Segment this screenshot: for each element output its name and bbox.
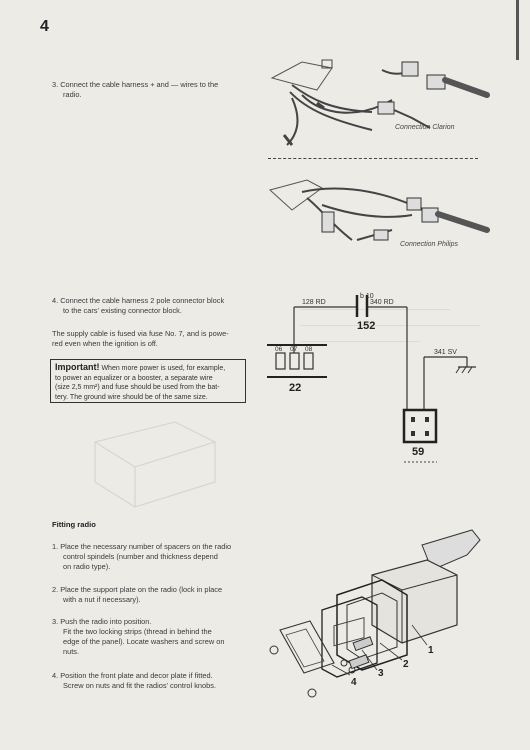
step4-instruction: 4. Connect the cable harness 2 pole connector block to the cars' existing connector block. xyxy=(52,296,225,315)
fitting-step-2: 2. Place the support plate on the radio (lock in place with a nut if necessary). xyxy=(52,585,223,604)
label-connection-philips: Connection Philips xyxy=(400,241,458,248)
fuse-info: The supply cable is fused via fuse No. 7, and is powe- red even when the ignition is off. xyxy=(52,329,229,348)
connector-number: 152 xyxy=(357,320,376,332)
callout-3: 3 xyxy=(378,668,384,679)
fuse-label-07: 07 xyxy=(290,346,298,353)
binding-edge-mark xyxy=(516,0,519,60)
important-notice: Important! When more power is used, for example, to power an equalizer or a booster, a separate wire (size 2,5 mm²) and fuse should be used from the bat- tery. The ground wire should be of the same size. xyxy=(50,359,246,403)
wire-label-ground: 341 SV xyxy=(434,349,457,356)
bleed-through-drawing xyxy=(85,412,225,522)
fuse-label-06: 06 xyxy=(275,346,283,353)
callout-1: 1 xyxy=(428,645,434,656)
step3-instruction: 3. Connect the cable harness + and — wires to the radio. xyxy=(52,80,219,99)
block-number: 59 xyxy=(412,446,425,458)
fitting-step-3: 3. Push the radio into position. Fit the two locking strips (thread in behind the edge of the panel). Locate washers and screw on nuts. xyxy=(52,617,225,656)
callout-2: 2 xyxy=(403,659,409,670)
important-title: Important! xyxy=(55,362,100,372)
callout-4: 4 xyxy=(351,677,357,688)
fitting-step-4: 4. Position the front plate and decor plate if fitted. Screw on nuts and fit the radios' control knobs. xyxy=(52,671,217,690)
radio-exploded-illustration xyxy=(262,525,502,715)
wiring-diagram xyxy=(262,285,492,470)
page-number: 4 xyxy=(40,18,49,35)
fitting-step-1: 1. Place the necessary number of spacers on the radio control spindels (number and thickness depend on radio type). xyxy=(52,542,232,571)
clarion-connection-illustration xyxy=(262,40,492,150)
wire-label-left: 128 RD xyxy=(302,299,326,306)
fuse-box-number: 22 xyxy=(289,382,302,394)
dashed-divider xyxy=(268,158,478,159)
fitting-heading: Fitting radio xyxy=(52,520,96,529)
connector-pin-label: b 10 xyxy=(360,293,374,300)
label-connection-clarion: Connection Clarion xyxy=(395,124,455,131)
wire-label-right: 340 RD xyxy=(370,299,394,306)
fuse-label-08: 08 xyxy=(305,346,313,353)
